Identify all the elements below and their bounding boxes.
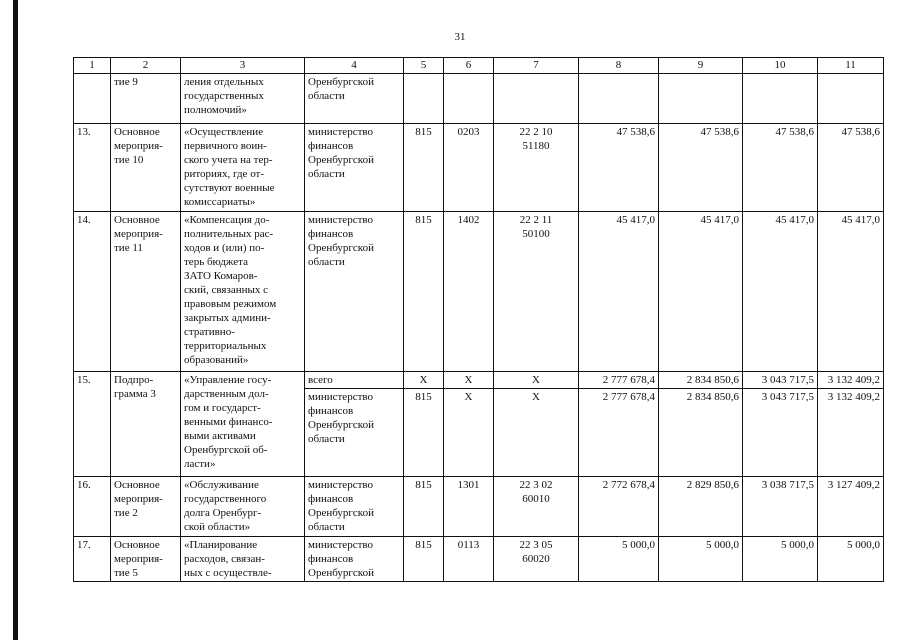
row-kind: Основное мероприя- тие 10 [111, 124, 181, 212]
row-value-9: 2 834 850,6 [659, 372, 743, 389]
col-header: 4 [305, 58, 404, 74]
row-name: «Управление госу- дарственным дол- гом и государст- венными финансо- выми активами Оренбургской об- ласти» [181, 372, 305, 477]
program-table [73, 57, 884, 582]
row-value-8: 2 777 678,4 [579, 389, 659, 477]
table-row [74, 212, 884, 372]
row-executor: министерство финансов Оренбургской области [305, 477, 404, 537]
row-name: «Компенсация до- полнительных рас- ходов и (или) по- терь бюджета ЗАТО Комаров- ский, связанных с правовым режимом закрытых админи- стративно- территориальных образований» [181, 212, 305, 372]
col-header: 3 [181, 58, 305, 74]
row-value-9: 45 417,0 [659, 212, 743, 372]
table-row [74, 372, 884, 389]
row-section: X [444, 389, 494, 477]
row-executor: всего [305, 372, 404, 389]
row-value-10: 47 538,6 [743, 124, 818, 212]
row-value-11: 5 000,0 [818, 537, 884, 582]
row-section: 1402 [444, 212, 494, 372]
col-header: 8 [579, 58, 659, 74]
row-grbs: 815 [404, 212, 444, 372]
row-kind: Подпро- грамма 3 [111, 372, 181, 477]
table-row [74, 477, 884, 537]
table-row [74, 74, 884, 124]
header-row [74, 58, 884, 74]
row-kind: тие 9 [111, 74, 181, 124]
row-kind: Основное мероприя- тие 11 [111, 212, 181, 372]
row-number [74, 74, 111, 124]
row-number: 13. [74, 124, 111, 212]
row-csr: X [494, 389, 579, 477]
row-executor: министерство финансов Оренбургской области [305, 389, 404, 477]
row-name: ления отдельных государственных полномочий» [181, 74, 305, 124]
row-value-8: 2 777 678,4 [579, 372, 659, 389]
col-header: 9 [659, 58, 743, 74]
row-number: 15. [74, 372, 111, 477]
col-header: 7 [494, 58, 579, 74]
row-value-11: 45 417,0 [818, 212, 884, 372]
row-value-8 [579, 74, 659, 124]
row-grbs: 815 [404, 124, 444, 212]
row-grbs: X [404, 372, 444, 389]
page-number: 31 [454, 31, 466, 43]
row-section: 0113 [444, 537, 494, 582]
row-number: 14. [74, 212, 111, 372]
row-csr: 22 3 05 60020 [494, 537, 579, 582]
row-section: X [444, 372, 494, 389]
col-header: 1 [74, 58, 111, 74]
row-value-10: 3 043 717,5 [743, 389, 818, 477]
row-value-11: 3 132 409,2 [818, 372, 884, 389]
row-section: 1301 [444, 477, 494, 537]
row-value-9 [659, 74, 743, 124]
row-grbs: 815 [404, 389, 444, 477]
row-csr: 22 3 02 60010 [494, 477, 579, 537]
row-kind: Основное мероприя- тие 5 [111, 537, 181, 582]
col-header: 2 [111, 58, 181, 74]
row-number: 17. [74, 537, 111, 582]
row-grbs: 815 [404, 537, 444, 582]
row-name: «Осуществление первичного воин- ского учета на тер- риториях, где от- сутствуют военные комиссариаты» [181, 124, 305, 212]
page-edge-bar [13, 0, 18, 640]
row-csr: 22 2 10 51180 [494, 124, 579, 212]
row-kind: Основное мероприя- тие 2 [111, 477, 181, 537]
row-name: «Планирование расходов, связан- ных с осуществле- [181, 537, 305, 582]
row-value-8: 5 000,0 [579, 537, 659, 582]
row-value-11 [818, 74, 884, 124]
row-value-10: 3 038 717,5 [743, 477, 818, 537]
col-header: 6 [444, 58, 494, 74]
row-csr [494, 74, 579, 124]
row-section: 0203 [444, 124, 494, 212]
row-value-9: 5 000,0 [659, 537, 743, 582]
row-value-8: 2 772 678,4 [579, 477, 659, 537]
row-name: «Обслуживание государственного долга Оренбург- ской области» [181, 477, 305, 537]
row-executor: Оренбургской области [305, 74, 404, 124]
row-csr: 22 2 11 50100 [494, 212, 579, 372]
row-value-11: 3 127 409,2 [818, 477, 884, 537]
row-value-9: 2 829 850,6 [659, 477, 743, 537]
row-value-10: 45 417,0 [743, 212, 818, 372]
row-value-10: 3 043 717,5 [743, 372, 818, 389]
row-value-11: 3 132 409,2 [818, 389, 884, 477]
table-row [74, 537, 884, 582]
row-executor: министерство финансов Оренбургской области [305, 124, 404, 212]
row-value-10: 5 000,0 [743, 537, 818, 582]
row-grbs [404, 74, 444, 124]
row-value-10 [743, 74, 818, 124]
row-number: 16. [74, 477, 111, 537]
row-value-11: 47 538,6 [818, 124, 884, 212]
row-csr: X [494, 372, 579, 389]
row-value-9: 2 834 850,6 [659, 389, 743, 477]
row-executor: министерство финансов Оренбургской [305, 537, 404, 582]
row-value-8: 47 538,6 [579, 124, 659, 212]
table-row [74, 124, 884, 212]
col-header: 11 [818, 58, 884, 74]
col-header: 10 [743, 58, 818, 74]
row-section [444, 74, 494, 124]
row-executor: министерство финансов Оренбургской области [305, 212, 404, 372]
row-value-8: 45 417,0 [579, 212, 659, 372]
row-value-9: 47 538,6 [659, 124, 743, 212]
col-header: 5 [404, 58, 444, 74]
row-grbs: 815 [404, 477, 444, 537]
